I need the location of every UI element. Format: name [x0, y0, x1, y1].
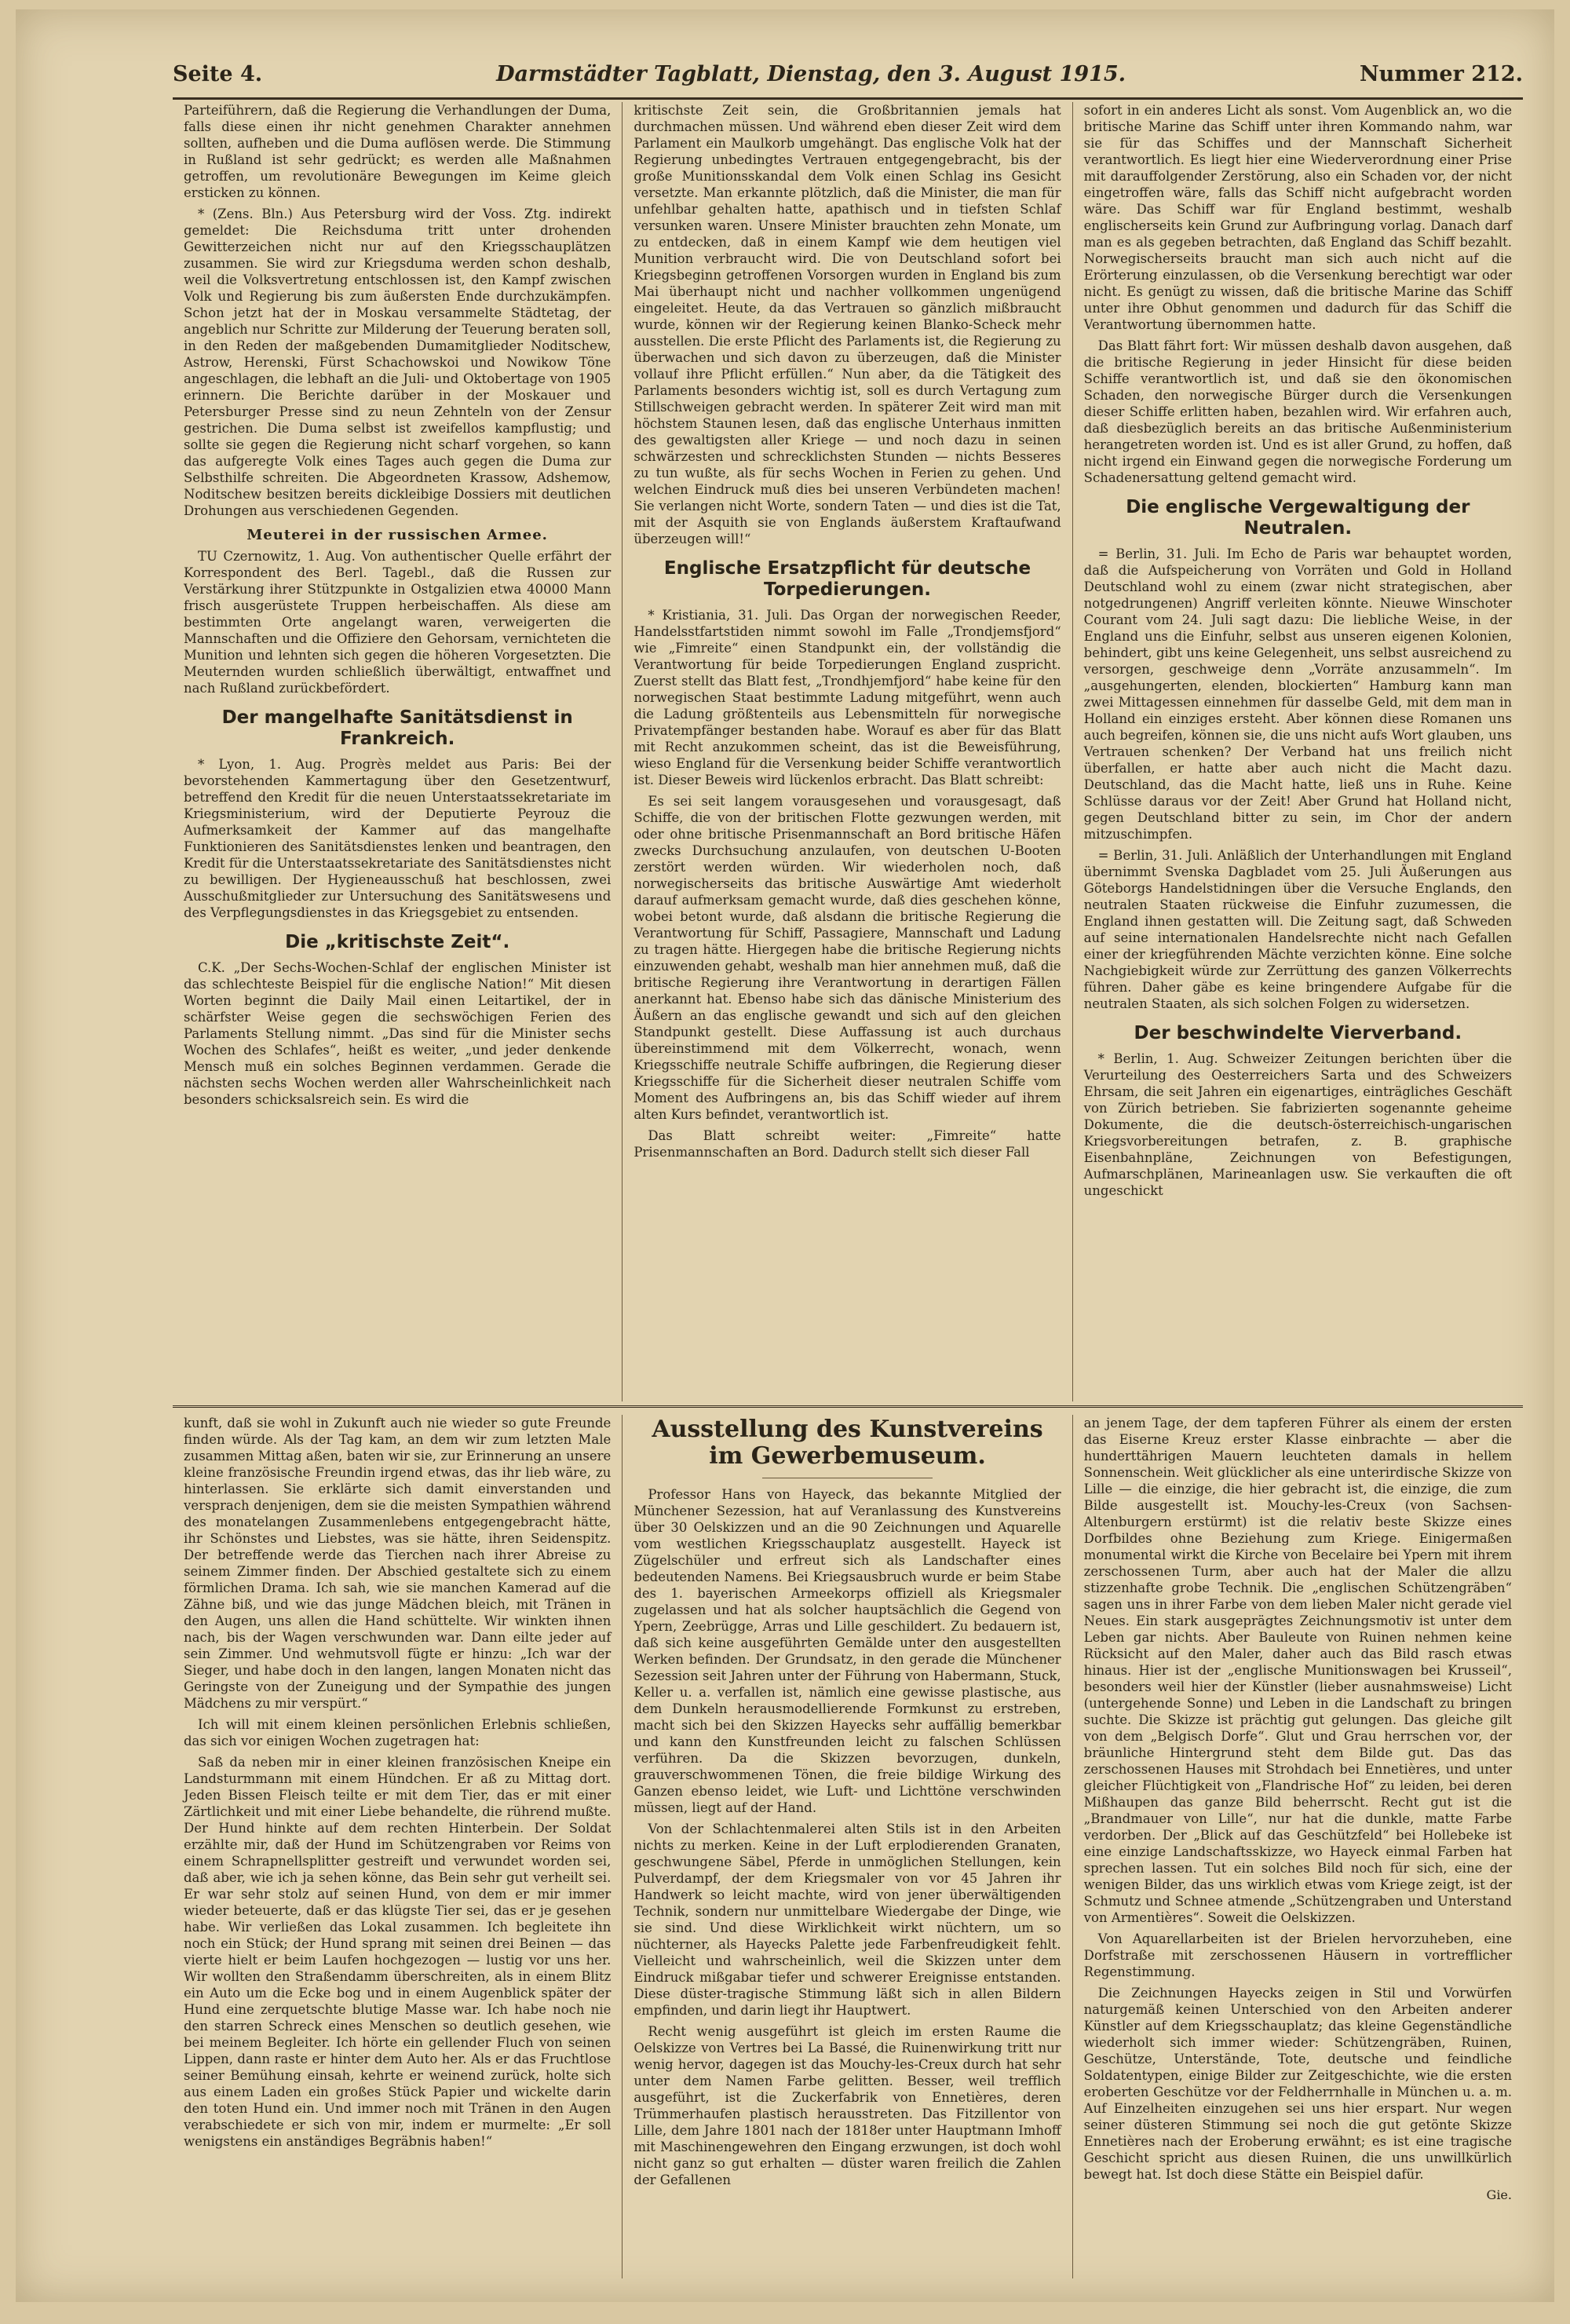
article-sheet — [173, 102, 1523, 2278]
newspaper-dateline: Darmstädter Tagblatt, Dienstag, den 3. August 1915. — [496, 61, 1126, 86]
column-3 — [1073, 102, 1523, 1401]
column-1 — [173, 102, 623, 1401]
paragraph: Von Aquarellarbeiten ist der Brielen hervorzuheben, eine Dorfstraße mit zerschossenen Häusern in vortrefflicher Regenstimmung. — [1083, 1931, 1512, 1979]
headline-vierverband: Der beschwindelte Vierverband. — [1134, 1023, 1462, 1043]
paragraph: Parteiführern, daß die Regierung die Verhandlungen der Duma, falls diese einen ihr nicht genehmen Charakter annehmen sollten, aufheben und die Duma auflösen werde. Die Stimmung in Rußland ist sehr gedrückt; es werden alle Maßnahmen getroffen, um revolutionäre Bewegungen im Keime gleich ersticken zu können. — [184, 103, 612, 200]
paragraph: Professor Hans von Hayeck, das bekannte Mitglied der Münchener Sezession, hat auf Veranlassung des Kunstvereins über 30 Oelskizzen und an die 90 Zeichnungen und Aquarelle vom westlichen Kriegsschauplatz ausgestellt. Hayeck ist Zügelschüler und erfreut sich als Landschafter eines bedeutenden Namens. Bei Kriegsausbruch wurde er beim Stabe des 1. bayerischen Armeekorps offiziell als Kriegsmaler zugelassen und hat als solcher hauptsächlich die Gegend von Ypern, Zeebrügge, Arras und Lille geschildert. Zu bedauern ist, daß sich keine ausgeführten Gemälde unter den ausgestellten Werken befinden. Der Grundsatz, in den gerade die Münchener Sezession seit Jahren unter der Führung von Habermann, Stuck, Keller u. a. verfallen ist, nämlich eine gewisse plastische, aus dem Dunkeln herausmodellierende Formkunst zu erstreben, macht sich bei den Skizzen Hayecks sehr auffällig bemerkbar und kann den Kunstfreunden leicht zu falschen Schlüssen verführen. Da die Skizzen bevorzugen, dunkeln, grauverschwommenen Tönen, die freie bildige Wirkung des Ganzen ebenso leidet, wie Luft- und Lichttöne verschwinden müssen, liegt auf der Hand. — [633, 1487, 1061, 1815]
page-number: Seite 4. — [173, 61, 263, 86]
paragraph: sofort in ein anderes Licht als sonst. Vom Augenblick an, wo die britische Marine das Schiff unter ihren Kommando nahm, war sie für das Schiffes und der Mannschaft Sicherheit verantwortlich. Es liegt hier eine Wiederverordnung einer Prise mit darauffolgender Zerstörung, also ein Schaden vor, der nicht eingetroffen wäre, falls das Schiff nicht aufgebracht worden wäre. Das Schiff war für England bestimmt, weshalb englischerseits kein Grund zur Aufbringung vorlag. Danach darf man es als gegeben betrachten, daß England das Schiff bezahlt. Norwegischerseits braucht man sich auch nicht auf die Erörterung einzulassen, ob die Versenkung berechtigt war oder nicht. Es genügt zu wissen, daß die britische Marine das Schiff unter ihre Obhut genommen und dadurch für das Schiff die Verantwortung übernommen hatte. — [1083, 103, 1512, 332]
headline-vergewaltigung-neutralen: Die englische Vergewaltigung der Neutralen. — [1126, 497, 1470, 539]
feuilleton-divider — [173, 1405, 1523, 1408]
page-masthead — [173, 50, 1523, 100]
feuilleton-column-2 — [623, 1415, 1072, 2278]
paragraph: Es sei seit langem vorausgesehen und vorausgesagt, daß Schiffe, die von der britischen Flotte gezwungen werden, mit oder ohne britische Prisenmannschaft an Bord britische Häfen zwecks Durchsuchung anzulaufen, von deutschen U-Booten zerstört werden würden. Wir wiederholen noch, daß norwegischerseits das britische Auswärtige Amt wiederholt darauf aufmerksam gemacht wurde, daß dies geschehen könne, wobei betont wurde, daß alsdann die britische Regierung die Verantwortung für Schiff, Passagiere, Mannschaft und Ladung zu tragen hätte. Hiergegen habe die britische Regierung nichts einzuwenden gehabt, weshalb man hier annehmen muß, daß die britische Regierung ihre Verantwortung in derartigen Fällen anerkannt hat. Ebenso habe sich das dänische Ministerium des Äußern an das englische gewandt und sich auf den gleichen Standpunkt gestellt. Diese Auffassung ist auch durchaus übereinstimmend mit dem Völkerrecht, wonach, wenn Kriegsschiffe neutrale Schiffe aufbringen, die Regierung dieser Kriegsschiffe für die Sicherheit dieser neutralen Schiffe vom Moment des Aufbringens an, bis das Schiff wieder auf ihrem alten Kurs befindet, verantwortlich ist. — [633, 794, 1061, 1122]
headline-sanitaetsdienst: Der mangelhafte Sanitätsdienst in Frankreich. — [221, 707, 573, 749]
paragraph: Das Blatt fährt fort: Wir müssen deshalb davon ausgehen, daß die britische Regierung in jeder Hinsicht für diese beiden Schiffe verantwortlich ist, und daß sie den ökonomischen Schaden, den norwegische Bürger durch die Versenkungen dieser Schiffe erlitten haben, bezahlen wird. Wir erfahren auch, daß diesbezüglich bereits an das britische Außenministerium herangetreten worden ist. Und es ist aller Grund, zu hoffen, daß nicht irgend ein Einwand gegen die norwegische Forderung um Schadenersattung geltend gemacht wird. — [1083, 338, 1512, 485]
paragraph: C.K. „Der Sechs-Wochen-Schlaf der englischen Minister ist das schlechteste Beispiel für die englische Nation!“ Mit diesen Worten beginnt die Daily Mail einen Leitartikel, der in schärfster Weise gegen die sechswöchigen Ferien des Parlaments Stellung nimmt. „Das sind für die Minister sechs Wochen des Schlafes“, heißt es weiter, „und jeder denkende Mensch muß ein solches Beginnen verdammen. Gerade die nächsten sechs Wochen werden aller Wahrscheinlichkeit nach besonders schicksalsreich sein. Es wird die — [184, 960, 612, 1107]
author-signature: Gie. — [1486, 2187, 1512, 2202]
paragraph: * (Zens. Bln.) Aus Petersburg wird der Voss. Ztg. indirekt gemeldet: Die Reichsduma tritt unter drohenden Gewitterzeichen nicht nur auf den Kriegsschauplätzen zusammen. Sie wird zur Kriegsduma werden schon deshalb, weil die Volksvertretung entschlossen ist, den Kampf zwischen Volk und Regierung bis zum äußersten Ende durchzukämpfen. Schon jetzt hat der in Moskau versammelte Städtetag, der angeblich nur Schritte zur Milderung der Teuerung beraten soll, in den Reden der maßgebenden Dumamitglieder Noditschew, Astrow, Herenski, Fürst Schachowskoi und Nowikow Töne angeschlagen, die lebhaft an die Juli- und Oktobertage von 1905 erinnern. Die Berichte darüber in der Moskauer und Petersburger Presse sind zu neun Zehnteln von der Zensur gestrichen. Die Duma selbst ist zweifellos kampflustig; und sollte sie gegen die Regierung nicht scharf vorgehen, so kann das aufgeregte Volk eines Tages auch gegen die Duma zur Selbsthilfe schreiten. Die Abgeordneten Krassow, Adshemow, Noditschew besitzen bereits dickleibige Dossiers mit deutlichen Drohungen aus verschiedenen Gegenden. — [184, 206, 612, 518]
paragraph: Das Blatt schreibt weiter: „Fimreite“ hatte Prisenmannschaften an Bord. Dadurch stellt sich dieser Fall — [633, 1128, 1061, 1160]
feuilleton-columns — [173, 1415, 1523, 2278]
paragraph: Die Zeichnungen Hayecks zeigen in Stil und Vorwürfen naturgemäß keinen Unterschied von den Arbeiten anderer Künstler auf dem Kriegsschauplatz; das kleine Gegenständliche wiederholt sich immer wieder: Schützengräben, Ruinen, Geschütze, Unterstände, Tote, deutsche und feindliche Soldatentypen, einige Bilder zur Zeitgeschichte, wie die ersten eroberten Geschütze vor der Feldherrnhalle in München u. a. m. Auf Einzelheiten einzugehen sei uns hier erspart. Nur wegen seiner düsteren Stimmung sei noch die gut getönte Skizze Ennetières nach der Eroberung erwähnt; es ist eine tragische Geschicht spricht aus diesen Ruinen, die uns unwillkürlich bewegt hat. Ist doch diese Stätte ein Beispiel dafür. — [1083, 1986, 1512, 2182]
issue-number: Nummer 212. — [1359, 61, 1523, 86]
paragraph: TU Czernowitz, 1. Aug. Von authentischer Quelle erfährt der Korrespondent des Berl. Tagebl., daß die Russen zur Verstärkung ihrer Stützpunkte in Ostgalizien etwa 40000 Mann frisch ausgerüstete Truppen herbeischaffen. Als diese am bestimmten Orte angelangt waren, verweigerten die Mannschaften und die Offiziere den Gehorsam, vernichteten die Munition und lehnten sich gegen die höheren Vorgesetzten. Die Meuternden wurden schließlich überwältigt, entwaffnet und nach Rußland zurückbefördert. — [184, 549, 612, 696]
column-2 — [623, 102, 1072, 1401]
paragraph: Ich will mit einem kleinen persönlichen Erlebnis schließen, das sich vor einigen Wochen zugetragen hat: — [184, 1717, 612, 1748]
paragraph: * Berlin, 1. Aug. Schweizer Zeitungen berichten über die Verurteilung des Oesterreichers Sarta und des Schweizers Ehrsam, die seit Jahren ein eigenartiges, einträgliches Geschäft von Zürich betrieben. Sie fabrizierten sogenannte geheime Dokumente, die die deutsch-österreichisch-ungarischen Kriegsvorbereitungen betrafen, z. B. graphische Eisenbahnpläne, Zeichnungen von Befestigungen, Aufmarschplänen, Marineanlagen usw. Sie verkauften die oft ungeschickt — [1083, 1051, 1512, 1198]
paragraph: = Berlin, 31. Juli. Im Echo de Paris war behauptet worden, daß die Aufspeicherung von Vorräten und Gold in Holland Deutschland wohl zu einem (zwar nicht strategischen, aber notgedrungenen) Angriff verleiten könnte. Nieuwe Winschoter Courant vom 24. Juli sagt dazu: Die liebliche Weise, in der England uns die Einfuhr, selbst aus unseren eigenen Kolonien, behindert, gibt uns keine Gelegenheit, uns selbst ausreichend zu versorgen, geschweige denn „Vorräte anzusammeln“. Im „ausgehungerten, elenden, blockierten“ Hamburg kann man zwei Mittagessen einnehmen für dasselbe Geld, mit dem man in Holland ein einziges ersteht. Aber können diese Romanen uns auch begreifen, können sie, die uns nicht aufs Wort glauben, uns Vertrauen schenken? Der Verband hat uns freilich nicht überfallen, er hatte aber auch nicht die Macht dazu. Deutschland, das die Macht hatte, ließ uns in Ruhe. Keine Schlüsse daraus vor der Zeit! Aber Grund hat Holland nicht, gegen Deutschland bitter zu sein, im Chor der andern mitzuschimpfen. — [1083, 546, 1512, 842]
paragraph: kunft, daß sie wohl in Zukunft auch nie wieder so gute Freunde finden würde. Als der Tag kam, an dem wir zum letzten Male zusammen Mittag aßen, baten wir sie, zur Erinnerung an unsere kleine französische Freundin irgend etwas, das ihr lieb wäre, zu hinterlassen. Sie erklärte sich damit einverstanden und versprach denjenigen, dem sie die meisten Sympathien während des monatelangen Zusammenlebens entgegengebracht hätte, ihr Schönstes und Liebstes, was sie hätte, ihren Seidenspitz. Der betreffende werde das Tierchen nach ihrer Abreise zu seinem Zimmer finden. Der Abschied gestaltete sich zu einem förmlichen Drama. Ich sah, wie sie manchen Kamerad auf die Zähne biß, und wie das junge Mädchen bleich, mit Tränen in den Augen, uns allen die Hand schüttelte. Wir winkten ihnen nach, bis der Wagen verschwunden war. Dann eilte jeder auf sein Zimmer. Und wehmutsvoll fügte er hinzu: „Ich war der Sieger, und habe doch in den langen, langen Monaten nicht das Geringste von der Zuneigung und der Sympathie des jungen Mädchens zu mir verspürt.“ — [184, 1416, 612, 1711]
newspaper-page — [16, 9, 1554, 2302]
headline-ersatzpflicht: Englische Ersatzpflicht für deutsche Torpedierungen. — [663, 558, 1031, 600]
headline-kunstverein: Ausstellung des Kunstvereins im Gewerbemuseum. — [652, 1416, 1043, 1470]
headline-kritischste-zeit: Die „kritischste Zeit“. — [285, 932, 510, 952]
paragraph: * Lyon, 1. Aug. Progrès meldet aus Paris: Bei der bevorstehenden Kammertagung über den Gesetzentwurf, betreffend den Kredit für die neuen Unterstaatssekretariate im Kriegsministerium, wird der Deputierte Peyrouz die Aufmerksamkeit der Kammer auf das mangelhafte Funktionieren des Sanitätsdienstes lenken und beantragen, den Kredit für die Unterstaatssekretariate des Sanitätsdienstes nicht zu bewilligen. Der Hygieneausschuß hat beschlossen, zwei Ausschußmitglieder zur Untersuchung des Sanitätswesens und des Verpflegungsdienstes in das Kriegsgebiet zu entsenden. — [184, 757, 612, 920]
news-columns — [173, 102, 1523, 1401]
paragraph: Saß da neben mir in einer kleinen französischen Kneipe ein Landsturmmann mit einem Hündchen. Er aß zu Mittag dort. Jeden Bissen Fleisch teilte er mit dem Tier, das er mit einer Zärtlichkeit und mit einer Liebe behandelte, die rührend mußte. Der Hund hinkte auf dem rechten Hinterbein. Der Soldat erzählte mir, daß der Hund im Schützengraben vor Reims von einem Schrapnellsplitter gestreift und verwundet worden sei, daß aber, wie ich ja sehen könne, das Bein sehr gut verheilt sei. Er war sehr stolz auf seinen Hund, von dem er mir immer wieder beteuerte, daß er das klügste Tier sei, das er je gesehen habe. Wir verließen das Lokal zusammen. Ich begleitete ihn noch ein Stück; der Hund sprang mit seinen drei Beinen — das vierte hielt er beim Laufen hochgezogen — lustig vor uns her. Wir wollten den Straßendamm überschreiten, als in einem Blitz ein Auto um die Ecke bog und in einem Augenblick später der Hund eine zerquetschte blutige Masse war. Ich habe noch nie den starren Schreck eines Menschen so deutlich gesehen, wie bei meinem Begleiter. Ich hörte ein gellender Fluch von seinen Lippen, dann raste er hinter dem Auto her. Als er das Fruchtlose seiner Bemühung einsah, kehrte er weinend zurück, holte sich aus einem Laden ein großes Stück Papier und wickelte darin den toten Hund ein. Und immer noch mit Tränen in den Augen verabschiedete er sich von mir, indem er murmelte: „Er soll wenigstens ein anständiges Begräbnis haben!“ — [184, 1755, 612, 2149]
feuilleton-column-1 — [173, 1415, 623, 2278]
headline-meuterei: Meuterei in der russischen Armee. — [246, 527, 548, 543]
paragraph: kritischste Zeit sein, die Großbritannien jemals hat durchmachen müssen. Und während eben dieser Zeit wird dem Parlament ein Maulkorb umgehängt. Das englische Volk hat der Regierung unbedingtes Vertrauen entgegengebracht, bis der große Munitionsskandal dem Volk einen Schlag ins Gesicht versetzte. Man erkannte plötzlich, daß die Minister, die man für unfehlbar gehalten hatte, apathisch und in tiefsten Schlaf versunken waren. Unsere Minister brauchten zehn Monate, um zu entdecken, daß in einem Kampf wie dem heutigen viel Munition verbraucht wird. Die von Deutschland sofort bei Kriegsbeginn getroffenen Vorsorgen wurden in England bis zum Mai überhaupt nicht und nachher vollkommen ungenügend eingeleitet. Heute, da das Vertrauen so gänzlich mißbraucht wurde, können wir der Regierung keinen Blanko-Scheck mehr ausstellen. Die erste Pflicht des Parlaments ist, die Regierung zu überwachen und sich davon zu überzeugen, daß die Minister vollauf ihre Pflicht erfüllen.“ Nun aber, da die Tätigkeit des Parlaments besonders wichtig ist, soll es durch Vertagung zum Stillschweigen gebracht werden. In späterer Zeit wird man mit höchstem Staunen lesen, daß das englische Unterhaus inmitten des gewaltigsten aller Kriege — und noch dazu in seinen schwärzesten und schrecklichsten Stunden — nichts Besseres zu tun wußte, als für sechs Wochen in Ferien zu gehen. Und welchen Eindruck muß dies bei unseren Verbündeten machen! Sie verlangen nicht Worte, sondern Taten — und dies ist die Tat, mit der Asquith sie von Englands äußerstem Kraftaufwand überzeugen will!“ — [633, 103, 1061, 546]
paragraph: * Kristiania, 31. Juli. Das Organ der norwegischen Reeder, Handelsstfartstiden nimmt sowohl im Falle „Trondjemsfjord“ wie „Fimreite“ einen Standpunkt ein, der vollständig die Verantwortung für beide Torpedierungen England zuspricht. Zuerst stellt das Blatt fest, „Trondhjemfjord“ habe keine für den norwegischen Staat bestimmte Ladung mitgeführt, wenn auch die Ladung größtenteils aus Lebensmitteln für norwegische Privatempfänger bestanden habe. Worauf es aber für das Blatt mit Recht anzukommen scheint, das ist die Beweisführung, wieso England für die Versenkung beider Schiffe verantwortlich ist. Dieser Beweis wird lückenlos erbracht. Das Blatt schreibt: — [633, 608, 1061, 787]
paragraph: = Berlin, 31. Juli. Anläßlich der Unterhandlungen mit England übernimmt Svenska Dagbladet vom 25. Juli Äußerungen aus Göteborgs Handelstidningen über die Versuche Englands, den neutralen Staaten rückweise die Einfuhr zuzumessen, die England ihnen gestatten will. Die Zeitung sagt, daß Schweden auf seine internationalen Handelsrechte nicht nach Gefallen einer der kriegführenden Mächte verzichten könne. Eine solche Nachgiebigkeit würde zur Zerrüttung des ganzen Völkerrechts führen. Daher gäbe es keine bringendere Aufgabe für die neutralen Staaten, als sich solchen Folgen zu widersetzen. — [1083, 848, 1512, 1011]
paragraph: Von der Schlachtenmalerei alten Stils ist in den Arbeiten nichts zu merken. Keine in der Luft erplodierenden Granaten, geschwungene Säbel, Pferde in unmöglichen Stellungen, kein Pulverdampf, der dem Kriegsmaler von vor 45 Jahren ihr Handwerk so leicht machte, wird von jener überwältigenden Technik, sondern nur unmittelbare Wiedergabe der Dinge, wie sie sind. Und diese Wirklichkeit wirkt nüchtern, um so nüchterner, als Hayecks Palette jede Farbenfreudigkeit fehlt. Vielleicht und wahrscheinlich, weil die Skizzen unter dem Eindruck mißgabar tiefer und schwerer Ereignisse entstanden. Diese düster-tragische Stimmung läßt sich in allen Bildern empfinden, und darin liegt ihr Hauptwert. — [633, 1822, 1061, 2018]
paragraph: an jenem Tage, der dem tapferen Führer als einem der ersten das Eiserne Kreuz erster Klasse einbrachte — aber die hunderttährigen Mauern leuchteten damals in hellem Sonnenschein. Weit glücklicher als eine unterirdische Skizze von Lille — die einzige, die hier gebracht ist, die einzige, die zum Bilde ausgestellt ist. Mouchy-les-Creux (von Sachsen-Altenburgern erstürmt) ist die relativ beste Skizze eines Dorfbildes ohne Beziehung zum Kriege. Einigermaßen monumental wirkt die Kirche von Becelaire bei Ypern mit ihrem zerschossenen Turm, aber auch hat der Maler die allzu stizzenhafte grobe Technik. Die „englischen Schützengräben“ sagen uns in ihrer Farbe von dem lieben Maler nicht gerade viel Neues. Ein stark ausgeprägtes Zeichnungsmotiv ist unter dem Leben gar nichts. Aber Bauleute von Ruinen nehmen keine Rücksicht auf den Maler, daher auch das Bild rasch etwas hinaus. Hier ist der „englische Munitionswagen bei Krusseil“, besonders weil hier der Künstler (lieber ausnahmsweise) Licht (untergehende Sonne) und Leben in die Landschaft zu bringen suchte. Die Skizze ist prächtig gut gelungen. Das gleiche gilt von dem „Belgisch Dorfe“. Glut und Grau herrschen vor, der bräunliche Hintergrund steht dem Bilde gut. Das das zerschossenen Hauses mit Strohdach bei Ennetières, und unter gleicher Flüchtigkeit von „Flandrische Hof“ zu leiden, bei deren Mißhaupen das ganze Bild beherrscht. Recht gut ist die „Brandmauer von Lille“, nur hat die dunkle, matte Farbe verdorben. Der „Blick auf das Geschützfeld“ bei Hollebeke ist eine einzige Landschaftsskizze, wo Hayeck einmal Farben hat sprechen lassen. Tut ein solches Bild noch für sich, eine der wenigen Bilder, das uns wirklich etwas vom Kriege zeigt, ist der Schmutz und Schnee atmende „Schützengraben und Unterstand von Armentières“. Soweit die Oelskizzen. — [1083, 1416, 1512, 1925]
feuilleton-column-3 — [1073, 1415, 1523, 2278]
paragraph: Recht wenig ausgeführt ist gleich im ersten Raume die Oelskizze von Vertres bei La Bassé, die Ruinenwirkung tritt nur wenig hervor, dagegen ist das Mouchy-les-Creux durch hat sehr unter dem Namen Farbe gelitten. Besser, weil trefflich ausgeführt, ist die Zuckerfabrik von Ennetières, deren Trümmerhaufen plastisch herausstreten. Das Fitzillentor von Lille, dem Jahre 1801 nach der 1818er unter Hauptmann Imhoff mit Maschinengewehren den Eingang erzwungen, ist doch wohl nicht ganz so gut erhalten — düster waren freilich die Zahlen der Gefallenen — [633, 2024, 1061, 2187]
